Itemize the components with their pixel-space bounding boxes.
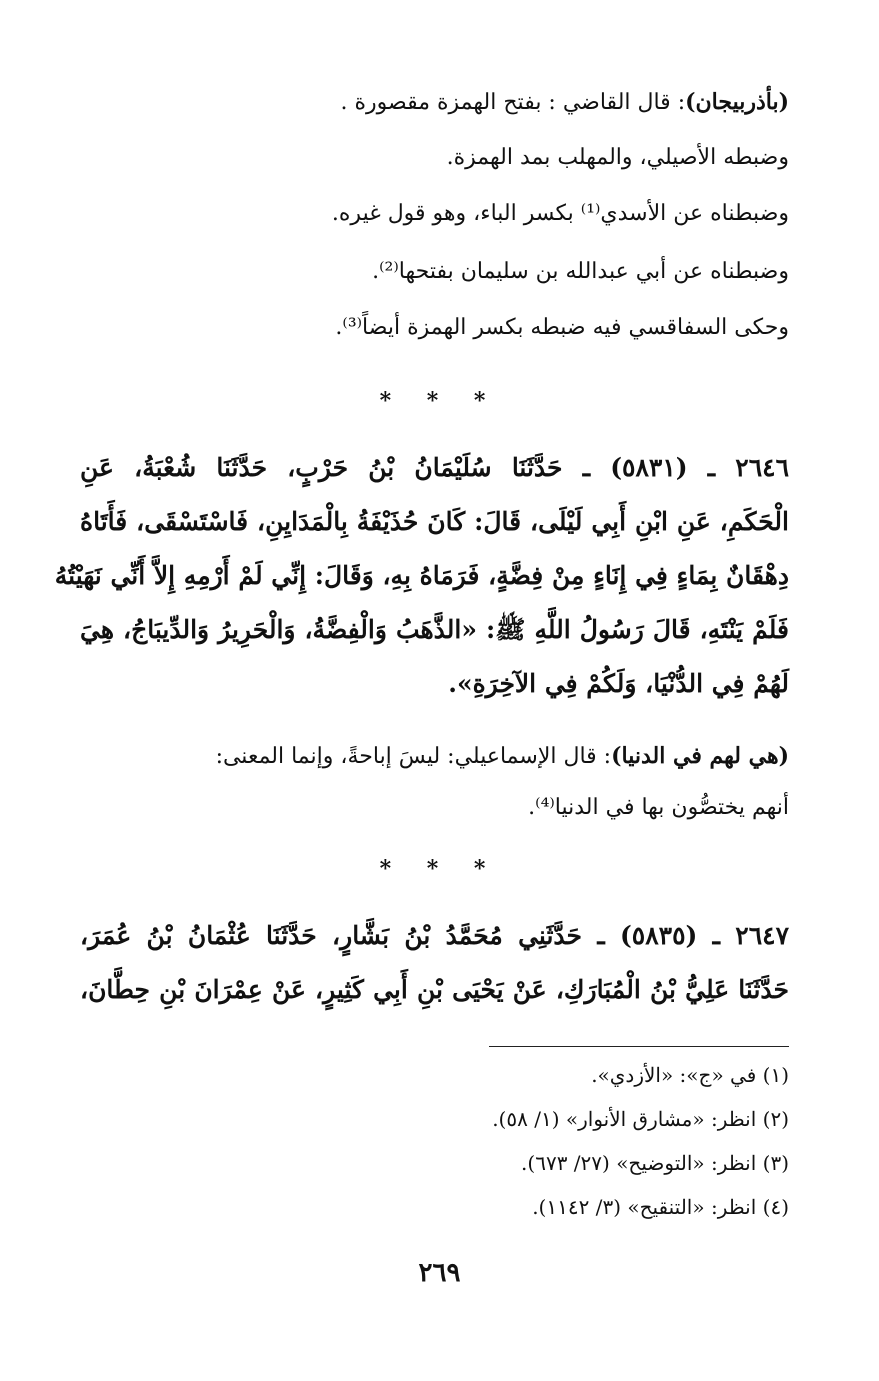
commentary-line: [447, 138, 789, 178]
commentary-line: [341, 82, 789, 123]
commentary-line: [332, 194, 789, 234]
hadith-line: ٢٦٤٧ ـ (٥٨٣٥) ـ حَدَّثَنِي مُحَمَّدُ بْنُ بَشَّارٍ، حَدَّثَنَا عُثْمَانُ بْنُ عُمَرَ،: [80, 921, 789, 950]
hadith-line: ٢٦٤٦ ـ (٥٨٣١) ـ حَدَّثَنَا سُلَيْمَانُ بْنُ حَرْبٍ، حَدَّثَنَا شُعْبَةُ، عَنِ: [80, 453, 790, 482]
hadith-line: الْحَكَمِ، عَنِ ابْنِ أَبِي لَيْلَى، قَالَ: كَانَ حُذَيْفَةُ بِالْمَدَايِنِ، فَاسْتَسْقَى، فَأَتَاهُ: [80, 507, 789, 536]
footnote: (٢) انظر: «مشارق الأنوار» (١/ ٥٨).: [492, 1107, 789, 1131]
hadith-line: لَهُمْ فِي الدُّنْيَا، وَلَكُمْ فِي الآخِرَةِ».: [448, 669, 789, 698]
commentary-text: وحكى السفاقسي فيه ضبطه بكسر الهمزة أيضاً⁽³⁾.: [335, 315, 789, 340]
hadith-line: فَلَمْ يَنْتَهِ، قَالَ رَسُولُ اللَّهِ ﷺ: «الذَّهَبُ وَالْفِضَّةُ، وَالْحَرِيرُ وَالدِّيبَاجُ، هِيَ: [80, 615, 789, 644]
commentary-text: أنهم يختصُّون بها في الدنيا⁽⁴⁾.: [528, 795, 789, 820]
hadith-line: حَدَّثَنَا عَلِيُّ بْنُ الْمُبَارَكِ، عَنْ يَحْيَى بْنِ أَبِي كَثِيرٍ، عَنْ عِمْرَانَ بْنِ حِطَّانَ،: [80, 975, 789, 1004]
page-number: ٢٦٩: [418, 1258, 461, 1288]
footnote: (٤) انظر: «التنقيح» (٣/ ١١٤٢).: [532, 1195, 789, 1219]
commentary-text: : قال القاضي : بفتح الهمزة مقصورة .: [340, 90, 686, 115]
footnote: (٣) انظر: «التوضيح» (٢٧/ ٦٧٣).: [521, 1151, 789, 1175]
footnote-divider: [489, 1046, 789, 1047]
section-separator: * * *: [379, 388, 500, 414]
commentary-line: [216, 736, 789, 777]
commentary-line: [335, 308, 789, 348]
commentary-text: : قال الإسماعيلي: ليسَ إباحةً، وإنما المعنى:: [215, 744, 612, 769]
commentary-line: [528, 788, 789, 828]
commentary-heading: (هي لهم في الدنيا): [611, 743, 789, 769]
section-separator: * * *: [379, 856, 500, 882]
footnote: (١) في «ج»: «الأزدي».: [591, 1063, 789, 1087]
commentary-text: وضبطناه عن أبي عبدالله بن سليمان بفتحها⁽²⁾.: [372, 259, 789, 284]
commentary-heading: (بأذربيجان): [685, 89, 789, 115]
commentary-text: وضبطه الأصيلي، والمهلب بمد الهمزة.: [446, 145, 789, 170]
commentary-text: وضبطناه عن الأسدي⁽¹⁾ بكسر الباء، وهو قول غيره.: [331, 201, 789, 226]
commentary-line: [372, 252, 789, 292]
hadith-line: دِهْقَانٌ بِمَاءٍ فِي إِنَاءٍ مِنْ فِضَّةٍ، فَرَمَاهُ بِهِ، وَقَالَ: إِنِّي لَمْ أَرْمِهِ إِلاَّ أَنِّي نَهَيْتُهُ: [54, 561, 789, 590]
